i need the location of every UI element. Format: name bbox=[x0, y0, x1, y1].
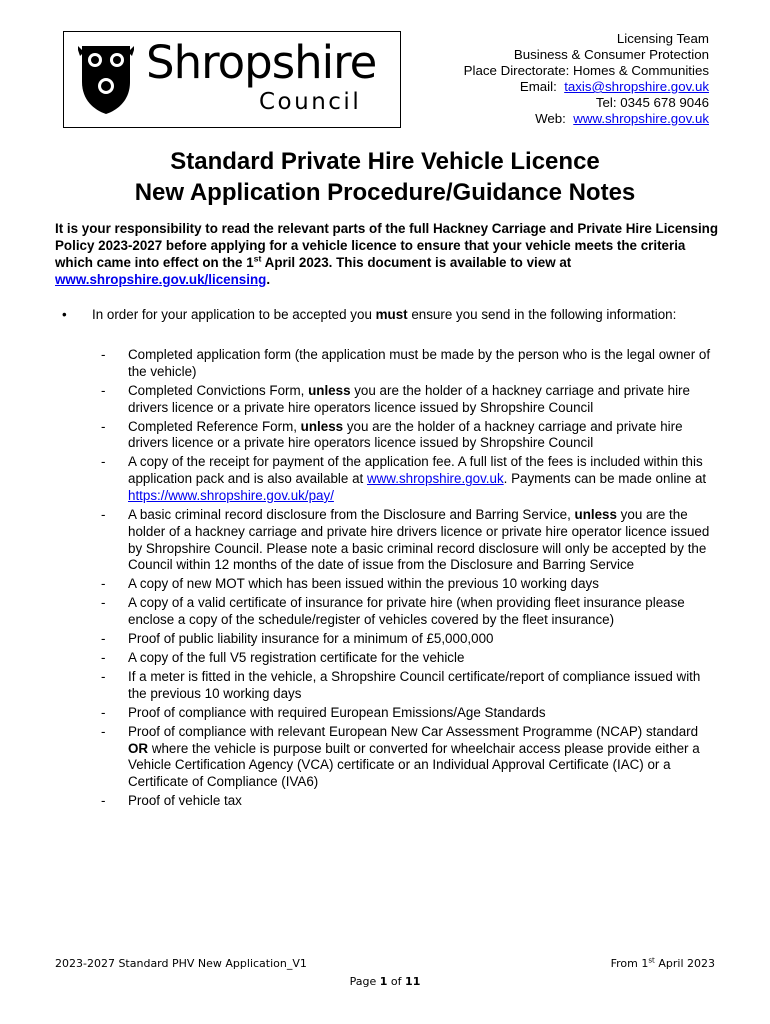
email-link[interactable]: taxis@shropshire.gov.uk bbox=[564, 79, 709, 94]
list-item bbox=[0, 705, 770, 722]
crest-icon bbox=[78, 42, 134, 116]
web-label: Web: bbox=[535, 111, 574, 126]
list-item-text: Proof of compliance with relevant European New Car Assessment Programme (NCAP) standard OR where the vehicle is purpose built or converted for wheelchair access please provide either a Vehicle Certification Agency (VCA) certificate or an Individual Approval Certificate (IAC) or a Certificate of Compliance (IVA6) bbox=[128, 723, 700, 790]
dash-marker: - bbox=[101, 576, 106, 592]
bullet-text bbox=[92, 306, 722, 323]
logo-name: Shropshire bbox=[146, 36, 377, 89]
list-item bbox=[0, 793, 770, 810]
fees-link[interactable]: www.shropshire.gov.uk bbox=[366, 471, 504, 487]
list-item bbox=[0, 454, 770, 504]
bullet-bold: must bbox=[375, 307, 408, 322]
title-line-2: New Application Procedure/Guidance Notes bbox=[134, 179, 636, 206]
email-label: Email: bbox=[519, 79, 565, 94]
dash-marker: - bbox=[101, 382, 106, 398]
list-item-text: Proof of compliance with required European Emissions/Age Standards bbox=[128, 704, 546, 720]
page-number: Page 1 of 11 bbox=[349, 975, 421, 988]
contact-tel: Tel: 0345 678 9046 bbox=[595, 95, 709, 110]
dash-marker: - bbox=[101, 704, 106, 720]
intro-end: . bbox=[266, 272, 271, 287]
contact-email-line bbox=[464, 79, 709, 95]
dash-marker: - bbox=[101, 793, 106, 809]
title-line-1: Standard Private Hire Vehicle Licence bbox=[170, 148, 600, 175]
dash-marker: - bbox=[101, 454, 106, 470]
contact-directorate: Place Directorate: Homes & Communities bbox=[463, 63, 709, 78]
intro-text: It is your responsibility to read the relevant parts of the full Hackney Carriage and Private Hire Licensing Policy 2023-2027 before applying for a vehicle licence to ensure that your vehicle meets the criteria which came into effect on the 1 bbox=[55, 221, 719, 270]
contact-web-line bbox=[464, 111, 709, 127]
list-item-text: A copy of the full V5 registration certificate for the vehicle bbox=[128, 650, 465, 666]
dash-marker: - bbox=[101, 595, 106, 611]
list-item bbox=[0, 669, 770, 703]
list-item bbox=[0, 507, 770, 574]
list-item bbox=[0, 724, 770, 791]
list-item-text: Proof of public liability insurance for a minimum of £5,000,000 bbox=[128, 631, 494, 647]
web-link[interactable]: www.shropshire.gov.uk bbox=[573, 111, 709, 126]
intro-sup: st bbox=[253, 253, 262, 264]
page-title bbox=[0, 146, 770, 208]
list-item-text: A copy of a valid certificate of insurance for private hire (when providing fleet insurance please enclose a copy of the schedule/register of vehicles covered by the fleet insurance) bbox=[128, 595, 685, 628]
footer-document-id: 2023-2027 Standard PHV New Application_V1 bbox=[55, 957, 307, 970]
bullet-post: ensure you send in the following information: bbox=[407, 307, 677, 322]
dash-marker: - bbox=[101, 650, 106, 666]
list-item-text: A copy of new MOT which has been issued within the previous 10 working days bbox=[128, 576, 599, 592]
list-item bbox=[0, 650, 770, 667]
list-item bbox=[0, 347, 770, 381]
list-item bbox=[0, 383, 770, 417]
contact-team: Licensing Team bbox=[616, 31, 709, 46]
licensing-link[interactable]: www.shropshire.gov.uk/licensing bbox=[55, 272, 267, 287]
list-item bbox=[0, 576, 770, 593]
list-item bbox=[0, 595, 770, 629]
list-item-text: Completed application form (the application must be made by the person who is the legal owner of the vehicle) bbox=[128, 347, 711, 379]
dash-marker: - bbox=[101, 506, 106, 522]
dash-marker: - bbox=[101, 418, 106, 434]
list-item bbox=[0, 631, 770, 648]
list-item-text: Completed Convictions Form, unless you are the holder of a hackney carriage and private hire drivers licence or a private hire operators licence issued by Shropshire Council bbox=[128, 382, 690, 415]
bullet-pre: In order for your application to be accepted you bbox=[92, 307, 376, 322]
dash-marker: - bbox=[101, 631, 106, 647]
dash-marker: - bbox=[101, 347, 106, 362]
contact-block bbox=[464, 31, 709, 127]
contact-department: Business & Consumer Protection bbox=[513, 47, 709, 62]
pay-link[interactable]: https://www.shropshire.gov.uk/pay/ bbox=[128, 487, 334, 503]
footer-effective-date: From 1st April 2023 bbox=[610, 955, 715, 970]
bullet-icon: • bbox=[62, 307, 67, 322]
list-item-text: A basic criminal record disclosure from the Disclosure and Barring Service, unless you are the holder of a hackney carriage and private hire drivers licence or private hire operator licence issued by Shropshire Council. Please note a basic criminal record disclosure will only be accepted by the Council within 12 months of the date of issue from the Disclosure and Barring Service bbox=[128, 506, 710, 573]
list-item bbox=[0, 419, 770, 453]
list-item-text: If a meter is fitted in the vehicle, a Shropshire Council certificate/report of compliance issued with the previous 10 working days bbox=[128, 669, 701, 701]
list-item-text: A copy of the receipt for payment of the application fee. A full list of the fees is included within this application pack and is also available at www.shropshire.gov.uk. Payments can be made online at https://www.shropshire.gov.uk/pay/ bbox=[128, 454, 707, 503]
intro-paragraph bbox=[55, 220, 720, 288]
dash-marker: - bbox=[101, 723, 106, 739]
dash-marker: - bbox=[101, 669, 106, 685]
requirements-list bbox=[0, 347, 770, 812]
intro-text-2: April 2023. This document is available to view at bbox=[261, 255, 572, 270]
council-logo bbox=[63, 31, 401, 128]
list-item-text: Proof of vehicle tax bbox=[128, 793, 242, 809]
logo-subtitle: Council bbox=[259, 89, 362, 115]
list-item-text: Completed Reference Form, unless you are the holder of a hackney carriage and private hire drivers licence or a private hire operators licence issued by Shropshire Council bbox=[128, 418, 683, 451]
